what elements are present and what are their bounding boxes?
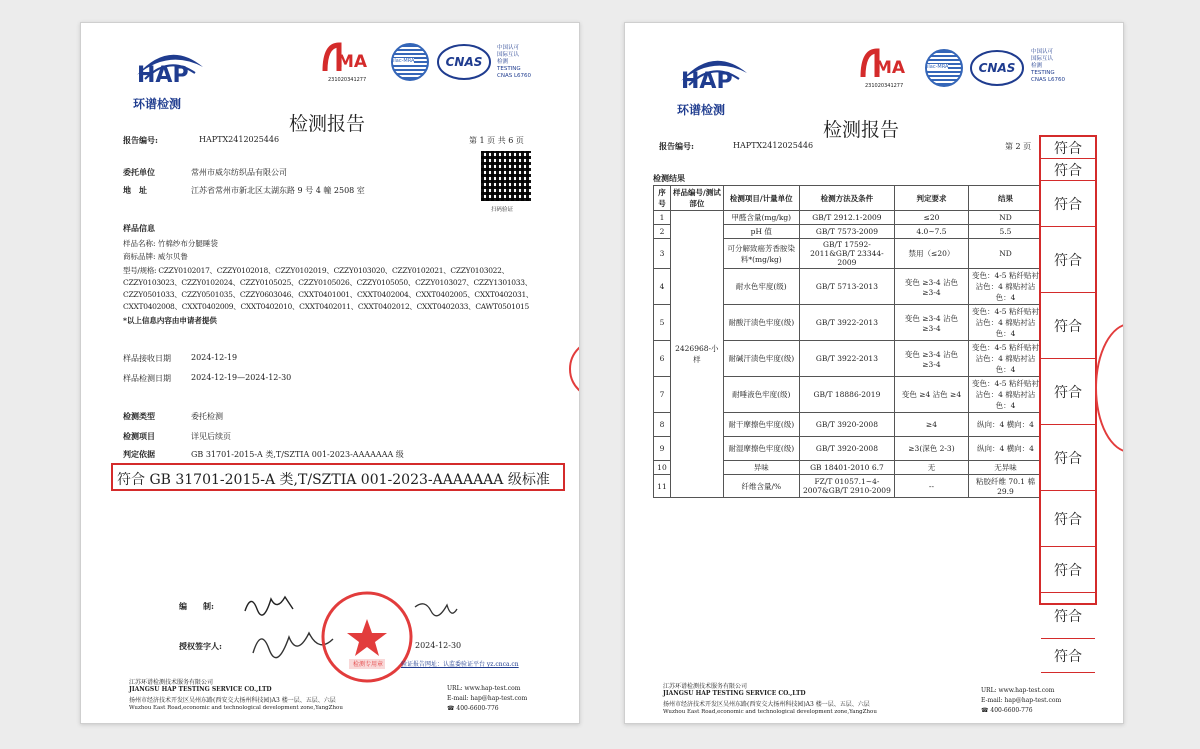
qr-caption: 扫码验证 (491, 207, 514, 213)
result: 粘胶纤维 70.1 棉 29.9 (968, 475, 1042, 498)
col-header: 结果 (968, 186, 1042, 211)
test-items: 详见后续页 (191, 432, 231, 441)
cma-mark-icon (859, 47, 915, 83)
client-label: 委托单位 (123, 167, 155, 177)
client-value: 常州市威尔纺织品有限公司 (191, 168, 287, 177)
verdict-cell: 符合 (1041, 137, 1095, 159)
test-date-label: 样品检测日期 (123, 374, 171, 383)
report-no: HAPTX2412025446 (733, 141, 814, 150)
footer-email[interactable]: E-mail: hap@hap-test.com (981, 697, 1062, 704)
row-number: 9 (654, 437, 671, 461)
verdict-cell: 符合 (1041, 181, 1095, 227)
test-item: 耐酸汗渍色牢度(级) (723, 305, 799, 341)
footer-phone: ☎ 400-6600-776 (447, 705, 499, 712)
phone-icon: ☎ (447, 705, 457, 712)
test-method: GB/T 17592-2011&GB/T 23344-2009 (799, 239, 894, 269)
col-header: 判定要求 (894, 186, 968, 211)
page-title: 检测报告 (823, 119, 900, 141)
cnas-info: 中国认可 国际互认 检测 TESTING CNAS L6760 (1031, 49, 1066, 83)
conclusion-highlight (111, 463, 565, 491)
row-number: 11 (654, 475, 671, 498)
requirement: 变色 ≥3-4 沾色 ≥3-4 (894, 269, 968, 305)
test-method: FZ/T 01057.1~4-2007&GB/T 2910-2009 (799, 475, 894, 498)
test-type: 委托检测 (191, 412, 223, 421)
row-number: 8 (654, 413, 671, 437)
result: 变色：4-5 粘纤贴衬沾色：4 棉贴衬沾色：4 (968, 341, 1042, 377)
verdict-cell: 符合 (1041, 425, 1095, 491)
row-number: 2 (654, 225, 671, 239)
footer-company-en: JIANGSU HAP TESTING SERVICE CO.,LTD (129, 686, 272, 693)
row-number: 4 (654, 269, 671, 305)
svg-text:CNAS: CNAS (445, 55, 483, 69)
compiler-signature-icon (241, 591, 301, 617)
footer-company-cn: 江苏环谱检测技术服务有限公司 (129, 679, 214, 686)
verdict-cell: 符合 (1041, 593, 1095, 639)
col-header: 检测方法及条件 (799, 186, 894, 211)
test-items-label: 检测项目 (123, 431, 155, 441)
verdict-cell: 符合 (1041, 159, 1095, 181)
page-number: 第 1 页 共 6 页 (469, 136, 524, 145)
requirement: ≤20 (894, 211, 968, 225)
trademark: 商标品牌: 威尔贝鲁 (123, 252, 188, 261)
conclusion-text: 符合 GB 31701-2015-A 类,T/SZTIA 001-2023-AAAAAAA 级标准 (117, 472, 550, 488)
page-title: 检测报告 (289, 113, 366, 135)
test-item: 耐水色牢度(级) (723, 269, 799, 305)
verdict-cell: 符合 (1041, 227, 1095, 293)
edge-seal (569, 339, 580, 399)
report-page-2 (624, 22, 1124, 724)
report-no-label: 报告编号: (659, 141, 694, 151)
requirement: ≥3(深色 2-3) (894, 437, 968, 461)
col-header: 样品编号/测试部位 (670, 186, 723, 211)
result: 纵向：4 横向：4 (968, 413, 1042, 437)
footer-url[interactable]: URL: www.hap-test.com (981, 687, 1055, 694)
svg-text:CNAS: CNAS (978, 61, 1016, 75)
test-seal-icon (319, 589, 415, 685)
cma-number: 231020341277 (865, 83, 904, 89)
footer-url[interactable]: URL: www.hap-test.com (447, 685, 521, 692)
qr-code[interactable] (481, 151, 531, 201)
cnas-mark-icon (969, 49, 1025, 87)
recv-date: 2024-12-19 (191, 353, 238, 362)
test-item: 甲醛含量(mg/kg) (723, 211, 799, 225)
test-item: pH 值 (723, 225, 799, 239)
model-line-1: 型号/规格: CZZY0102017、CZZY0102018、CZZY0102019、CZZY0103020、CZZY0102021、CZZY0103022、 (123, 266, 509, 275)
cma-number: 231020341277 (328, 77, 367, 83)
result: 纵向：4 横向：4 (968, 437, 1042, 461)
sign-date: 2024-12-30 (415, 641, 462, 650)
requirement: ≥4 (894, 413, 968, 437)
compiler-label: 编 制: (179, 601, 214, 611)
test-item: 可分解致癌芳香胺染料*(mg/kg) (723, 239, 799, 269)
report-no-label: 报告编号: (123, 135, 158, 145)
row-number: 3 (654, 239, 671, 269)
requirement: 变色 ≥3-4 沾色 ≥3-4 (894, 305, 968, 341)
test-method: GB/T 3922-2013 (799, 341, 894, 377)
footer-address-cn: 扬州市经济技术开发区吴州东路(西安交大扬州科技园)A3 楼一层、五层、六层 (129, 697, 336, 704)
signer-label: 授权签字人: (179, 641, 222, 651)
footer-company-en: JIANGSU HAP TESTING SERVICE CO.,LTD (663, 690, 806, 697)
footer-address-cn: 扬州市经济技术开发区吴州东路(西安交大扬州科技园)A3 楼一层、五层、六层 (663, 701, 870, 708)
brand-name-cn: 环谱检测 (133, 97, 182, 111)
test-date: 2024-12-19—2024-12-30 (191, 373, 292, 382)
sample-id: 2426968-小样 (670, 211, 723, 498)
verdict-cell: 符合 (1041, 491, 1095, 547)
test-method: GB/T 18886-2019 (799, 377, 894, 413)
result: ND (968, 239, 1042, 269)
report-page-1 (80, 22, 580, 724)
report-no: HAPTX2412025446 (199, 135, 280, 144)
verdict-cell: 符合 (1041, 293, 1095, 359)
brand-name-en: HAP (681, 69, 733, 94)
cnas-info: 中国认可 国际互认 检测 TESTING CNAS L6760 (497, 45, 532, 79)
requirement: 变色 ≥4 沾色 ≥4 (894, 377, 968, 413)
verdict-highlight (1039, 135, 1097, 665)
results-table (653, 185, 1043, 498)
col-header: 检测项目/计量单位 (723, 186, 799, 211)
sample-info-heading: 样品信息 (123, 223, 155, 233)
verdict-cell: 符合 (1041, 359, 1095, 425)
verdict-cell: 符合 (1041, 547, 1095, 593)
footer-phone: ☎ 400-6600-776 (981, 707, 1033, 714)
seal-caption: 检测专用章 (353, 661, 384, 668)
svg-text:MA: MA (337, 52, 368, 72)
sample-name: 样品名称: 竹棉纱布分腿睡袋 (123, 239, 218, 248)
test-item: 耐湿摩擦色牢度(级) (723, 437, 799, 461)
row-number: 5 (654, 305, 671, 341)
requirement: 4.0~7.5 (894, 225, 968, 239)
col-header: 序号 (654, 186, 671, 211)
address-value: 江苏省常州市新北区太湖东路 9 号 4 幢 2508 室 (191, 186, 365, 195)
test-item: 纤维含量/% (723, 475, 799, 498)
result: ND (968, 211, 1042, 225)
table-row (654, 211, 1043, 225)
test-method: GB/T 3922-2013 (799, 305, 894, 341)
test-method: GB/T 5713-2013 (799, 269, 894, 305)
brand-name-cn: 环谱检测 (677, 103, 726, 117)
requirement: -- (894, 475, 968, 498)
test-method: GB 18401-2010 6.7 (799, 461, 894, 475)
footer-address-en: Wuzhou East Road,economic and technological development zone,YangZhou (663, 709, 877, 715)
svg-text:MA: MA (875, 58, 906, 78)
result: 变色：4-5 粘纤贴衬沾色：4 棉贴衬沾色：4 (968, 305, 1042, 341)
address-label: 地 址 (123, 185, 147, 195)
test-type-label: 检测类型 (123, 411, 155, 421)
ilac-label: ilac-MRA (393, 58, 415, 64)
row-number: 1 (654, 211, 671, 225)
test-method: GB/T 3920-2008 (799, 437, 894, 461)
row-number: 10 (654, 461, 671, 475)
footer-email[interactable]: E-mail: hap@hap-test.com (447, 695, 528, 702)
test-method: GB/T 2912.1-2009 (799, 211, 894, 225)
basis-value: GB 31701-2015-A 类,T/SZTIA 001-2023-AAAAAAA 级 (191, 450, 404, 459)
row-number: 7 (654, 377, 671, 413)
result: 变色：4-5 粘纤贴衬沾色：4 棉贴衬沾色：4 (968, 377, 1042, 413)
reviewer-signature-icon (411, 597, 461, 623)
test-item: 耐碱汗渍色牢度(级) (723, 341, 799, 377)
test-method: GB/T 3920-2008 (799, 413, 894, 437)
requirement: 变色 ≥3-4 沾色 ≥3-4 (894, 341, 968, 377)
result: 无异味 (968, 461, 1042, 475)
test-method: GB/T 7573-2009 (799, 225, 894, 239)
cma-mark-icon (321, 41, 377, 77)
verify-link[interactable]: 验证报告网址：认监委验证平台 yz.cnca.cn (401, 661, 519, 668)
requirement: 无 (894, 461, 968, 475)
basis-label: 判定依据 (123, 449, 155, 459)
test-item: 异味 (723, 461, 799, 475)
test-item: 耐干摩擦色牢度(级) (723, 413, 799, 437)
info-note: *以上信息内容由申请者提供 (123, 316, 217, 325)
model-line-2: CZZY0103023、CZZY0102024、CZZY0105025、CZZY0105026、CZZY0105050、CZZY0103027、CZZY1301033、 (123, 278, 532, 287)
requirement: 禁用（≤20） (894, 239, 968, 269)
page-number: 第 2 页 (1005, 142, 1032, 151)
edge-seal (1095, 323, 1124, 453)
table-header-row (654, 186, 1043, 211)
model-line-3: CZZY0501033、CZZY0501035、CZZY0603046、CXXT0401001、CXXT0402004、CXXT0402005、CXXT0402031、 (123, 290, 534, 299)
result: 5.5 (968, 225, 1042, 239)
verdict-cell: 符合 (1041, 639, 1095, 673)
ilac-label: ilac-MRA (927, 64, 949, 70)
row-number: 6 (654, 341, 671, 377)
footer-company-cn: 江苏环谱检测技术服务有限公司 (663, 683, 748, 690)
brand-name-en: HAP (137, 63, 189, 88)
recv-date-label: 样品接收日期 (123, 354, 171, 363)
model-line-4: CXXT0402008、CXXT0402009、CXXT0402010、CXXT0402011、CXXT0402012、CXXT0402033、CAWT0501015 (123, 302, 529, 311)
phone-icon: ☎ (981, 707, 991, 714)
result: 变色：4-5 粘纤贴衬沾色：4 棉贴衬沾色：4 (968, 269, 1042, 305)
cnas-mark-icon (436, 43, 492, 81)
footer-address-en: Wuzhou East Road,economic and technological development zone,YangZhou (129, 705, 343, 711)
test-item: 耐唾液色牢度(级) (723, 377, 799, 413)
results-heading: 检测结果 (653, 173, 685, 183)
